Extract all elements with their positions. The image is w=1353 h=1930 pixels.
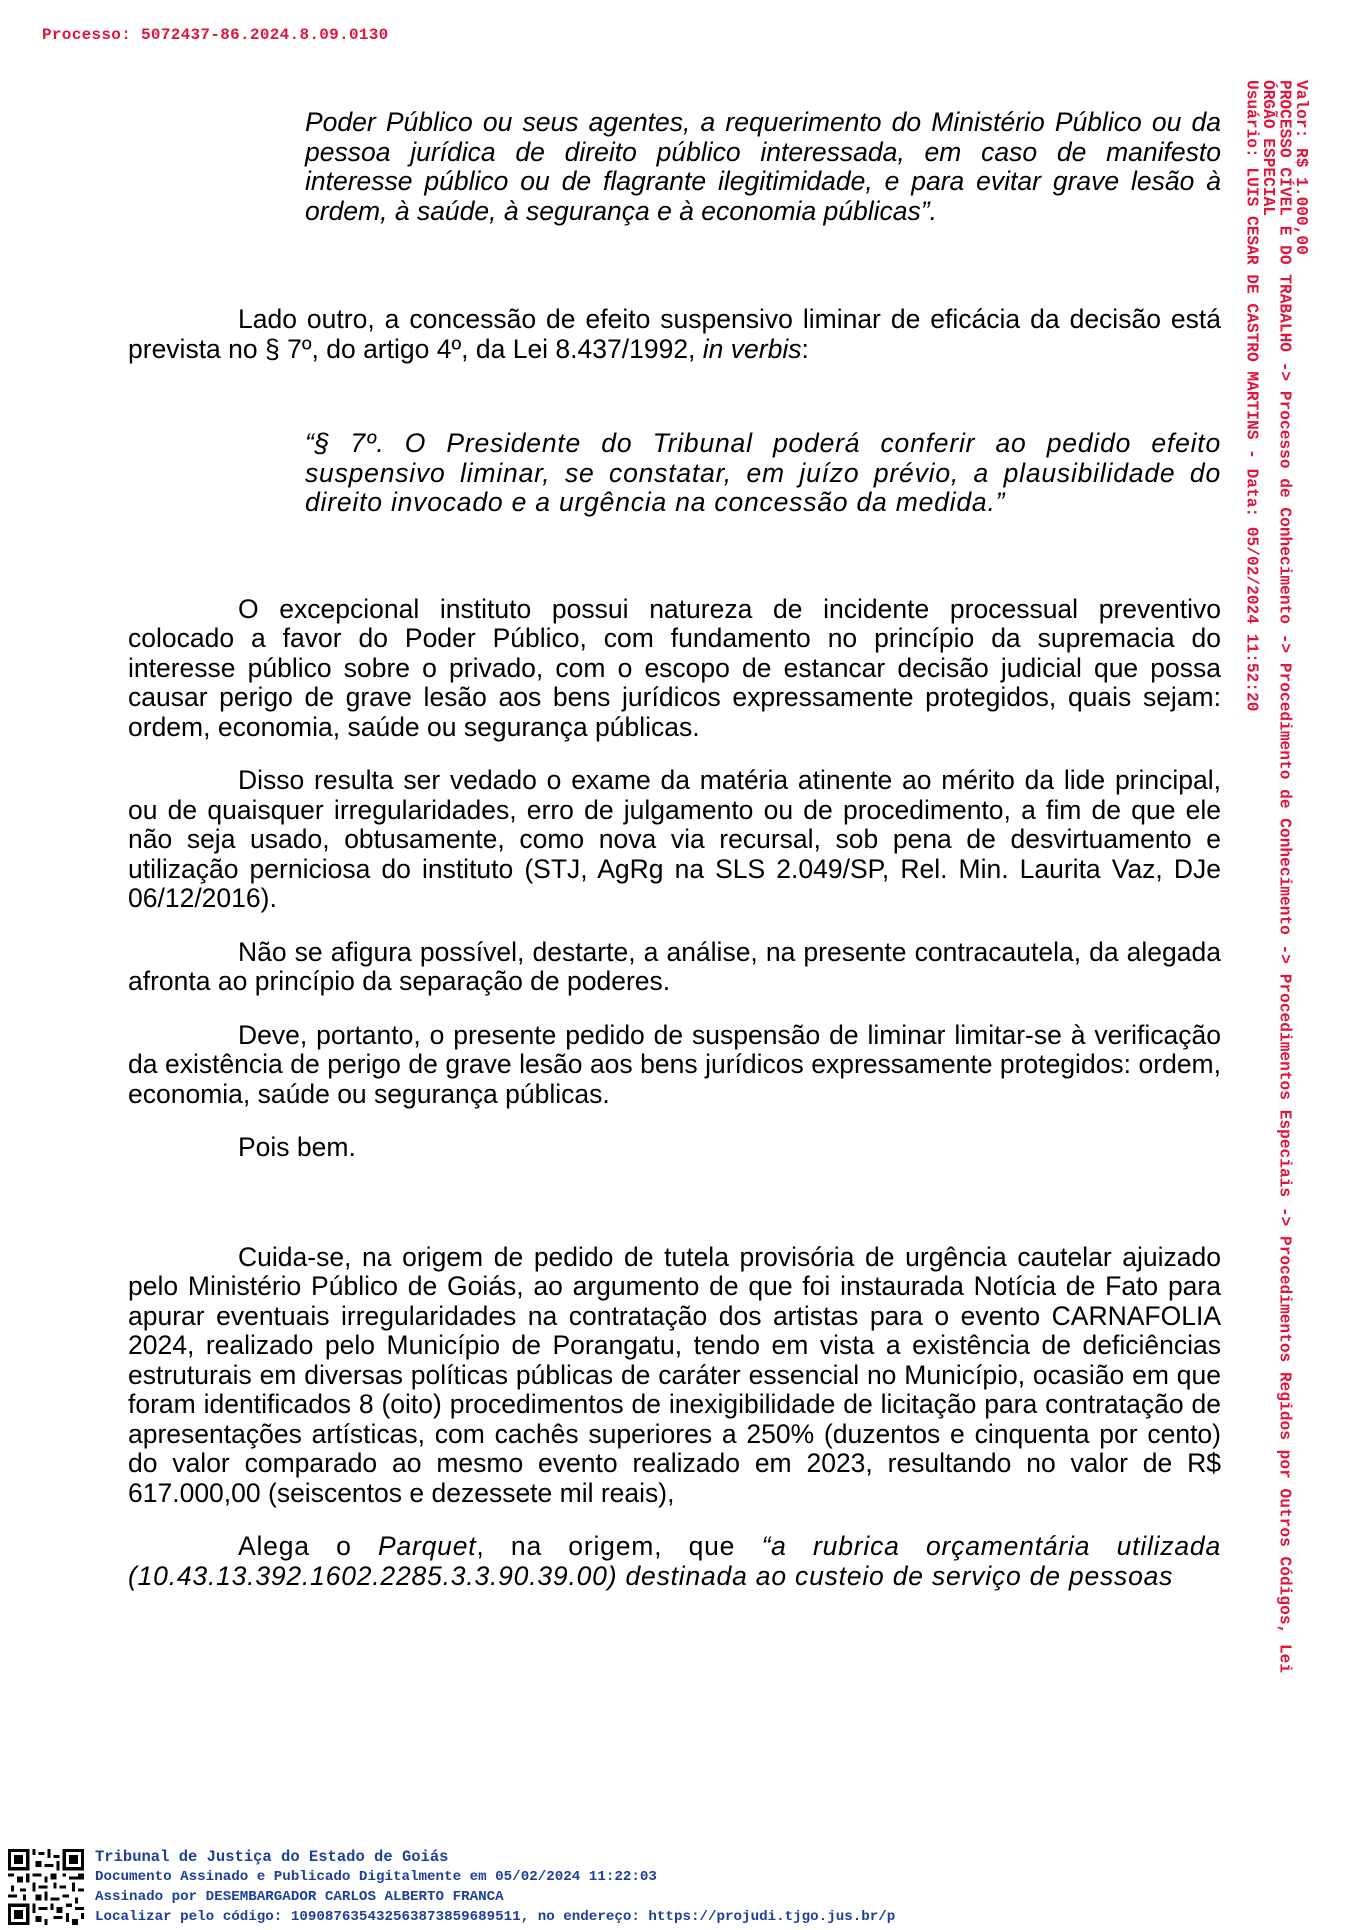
paragraph-text: Lado outro, a concessão de efeito suspensivo liminar de eficácia da decisão está prevista no § 7º, do artigo 4º, da Lei 8.437/1992, [128,304,1221,364]
stamp-user-date: Usuário: LUIS CESAR DE CASTRO MARTINS - Data: 05/02/2024 11:52:20 [1242,80,1261,712]
qr-code-icon [8,1849,84,1925]
paragraph-instituto: O excepcional instituto possui natureza de incidente processual preventivo colocado a favor do Poder Público, com fundamento no princípio da supremacia do interesse público sobre o privado, com o escopo de estancar decisão judicial que possa causar perigo de grave lesão aos bens jurídicos expressamente protegidos, quais sejam: ordem, economia, saúde ou segurança públicas. [128,593,1221,742]
court-name: Tribunal de Justiça do Estado de Goiás [95,1848,449,1866]
stamp-classification: PROCESSO CÍVEL E DO TRABALHO -> Processo de Conhecimento -> Procedimento de Conhecimento -> Procedimentos Especiais -> Procedimentos Regidos por Outros Códigos, Lei [1275,80,1294,1674]
stamp-value: Valor: R$ 1.000,00 [1292,80,1310,255]
quoted-law-2: “§ 7º. O Presidente do Tribunal poderá conferir ao pedido efeito suspensivo liminar, se constatar, em juízo prévio, a plausibilidade do direito invocado e a urgência na concessão da medida.” [305,428,1221,517]
paragraph-text: Alega o [238,1531,378,1561]
process-number: Processo: 5072437-86.2024.8.09.0130 [42,26,389,44]
paragraph-origem: Cuida-se, na origem de pedido de tutela provisória de urgência cautelar ajuizado pelo Ministério Público de Goiás, ao argumento de que foi instaurada Notícia de Fato para apurar eventuais irregularidades na contratação dos artistas para o evento CARNAFOLIA 2024, realizado pelo Município de Porangatu, tendo em vista a existência de deficiências estruturais em diversas políticas públicas de caráter essencial no Município, ocasião em que foram identificados 8 (oito) procedimentos de inexigibilidade de licitação para contratação de apresentações artísticas, com cachês superiores a 250% (duzentos e cinquenta por cento) do valor comparado ao mesmo evento realizado em 2023, resultando no valor de R$ 617.000,00 (seiscentos e dezessete mil reais), [128,1241,1221,1508]
paragraph-text: , na origem, que [476,1531,762,1561]
quoted-excerpt: “a rubrica orçamentária utilizada (10.43.13.392.1602.2285.3.3.90.39.00) destinada ao custeio de serviço de pessoas [128,1531,1222,1591]
paragraph-separacao-poderes: Não se afigura possível, destarte, a análise, na presente contracautela, da alegada afronta ao princípio da separação de poderes. [128,936,1221,996]
stamp-organ: ÓRGÃO ESPECIAL [1259,80,1277,216]
paragraph-pois-bem: Pois bem. [238,1132,356,1162]
quoted-law-1: Poder Público ou seus agentes, a requerimento do Ministério Público ou da pessoa jurídica de direito público interessada, em caso de manifesto interesse público ou de flagrante ilegitimidade, e para evitar grave lesão à ordem, à saúde, à segurança e à economia públicas”. [305,107,1221,226]
margin-stamp [1243,80,1309,1673]
paragraph-limitacao: Deve, portanto, o presente pedido de suspensão de liminar limitar-se à verificação da existência de perigo de grave lesão aos bens jurídicos expressamente protegidos: ordem, economia, saúde ou segurança públicas. [128,1019,1221,1109]
paragraph-efeito-suspensivo [128,305,1221,364]
signature-footer [95,1847,895,1927]
paragraph-parquet [128,1532,1221,1591]
paragraph-merito: Disso resulta ser vedado o exame da matéria atinente ao mérito da lide principal, ou de quaisquer irregularidades, erro de julgamento ou de procedimento, a fim de que ele não seja usado, obtusamente, como nova via recursal, sob pena de desvirtuamento e utilização perniciosa do instituto (STJ, AgRg na SLS 2.049/SP, Rel. Min. Laurita Vaz, DJe 06/12/2016). [128,765,1221,913]
signer: Assinado por DESEMBARGADOR CARLOS ALBERTO FRANCA [95,1889,504,1905]
signature-date: Documento Assinado e Publicado Digitalmente em 05/02/2024 11:22:03 [95,1869,657,1885]
paragraph-end: : [801,333,809,364]
latin-term: in verbis [702,333,802,364]
verification-code: Localizar pelo código: 109087635432563873859689511, no endereço: https://projudi.tjgo.jus.br/p [95,1909,896,1925]
document-body [128,108,1221,1591]
latin-term: Parquet [377,1531,477,1561]
